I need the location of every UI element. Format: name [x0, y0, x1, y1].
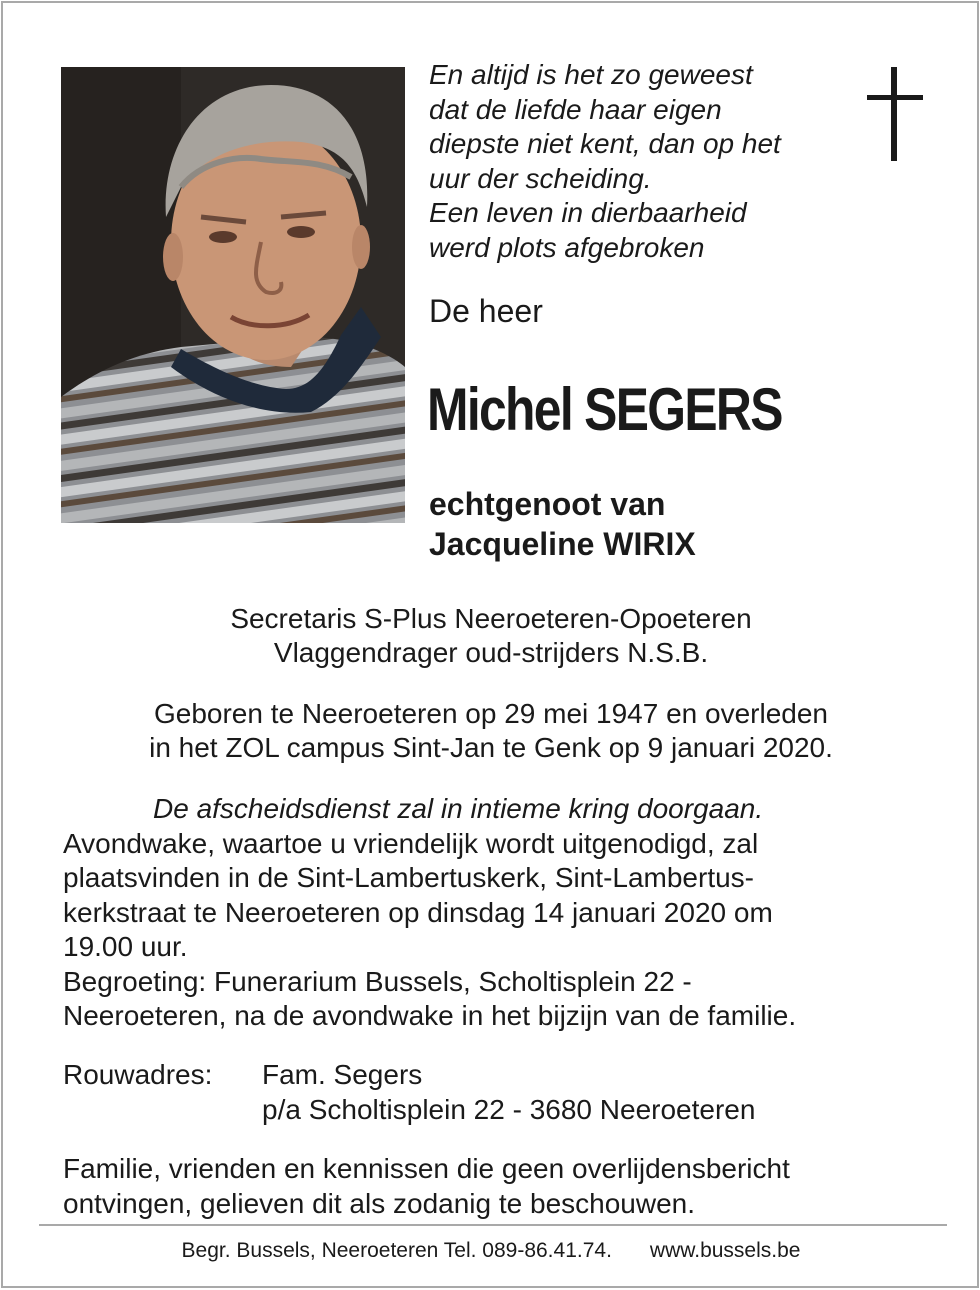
address-line: p/a Scholtisplein 22 - 3680 Neeroeteren	[262, 1094, 756, 1125]
closing-note	[63, 1151, 790, 1221]
ceremony-line: kerkstraat te Neeroeteren op dinsdag 14 januari 2020 om	[63, 896, 773, 928]
roles	[3, 602, 979, 670]
closing-line: Familie, vrienden en kennissen die geen overlijdensbericht	[63, 1153, 790, 1184]
poem-line: uur der scheiding.	[429, 162, 652, 194]
poem-line: Een leven in dierbaarheid	[429, 197, 747, 228]
poem-line: werd plots afgebroken	[429, 231, 705, 263]
deceased-name: Michel SEGERS	[427, 376, 782, 443]
poem-line: En altijd is het zo geweest	[429, 59, 753, 90]
closing-line: ontvingen, gelieven dit als zodanig te beschouwen.	[63, 1188, 695, 1219]
obituary-card	[1, 1, 979, 1288]
spouse-block	[429, 484, 696, 564]
poem-line: diepste niet kent, dan op het	[429, 128, 781, 159]
footer-divider	[39, 1224, 947, 1226]
portrait-illustration	[61, 67, 405, 523]
undertaker-info: Begr. Bussels, Neeroeteren Tel. 089-86.41.74.	[181, 1239, 612, 1262]
salutation: De heer	[429, 293, 543, 329]
role-line: Vlaggendrager oud-strijders N.S.B.	[273, 637, 709, 668]
poem-line: dat de liefde haar eigen	[429, 93, 722, 125]
address-label: Rouwadres:	[63, 1059, 213, 1090]
poem	[429, 58, 859, 265]
footer	[3, 1239, 979, 1263]
spouse-name: Jacqueline WIRIX	[429, 526, 696, 562]
ceremony-line: Neeroeteren, na de avondwake in het bijzijn van de familie.	[63, 1000, 797, 1031]
dates-line: Geboren te Neeroeteren op 29 mei 1947 en overleden	[153, 698, 829, 729]
ceremony-line: 19.00 uur.	[63, 931, 188, 962]
birth-death-dates	[3, 697, 979, 765]
address-line: Fam. Segers	[262, 1059, 423, 1090]
cross-icon	[867, 67, 923, 163]
role-line: Secretaris S-Plus Neeroeteren-Opoeteren	[230, 603, 752, 634]
spouse-relation: echtgenoot van	[429, 486, 666, 522]
website-link[interactable]: www.bussels.be	[649, 1239, 801, 1262]
ceremony-line: Avondwake, waartoe u vriendelijk wordt uitgenodigd, zal	[63, 827, 759, 859]
portrait-photo	[61, 67, 405, 523]
ceremony-line: plaatsvinden in de Sint-Lambertuskerk, Sint-Lambertus-	[63, 862, 755, 893]
address-lines	[262, 1057, 755, 1127]
dates-line: in het ZOL campus Sint-Jan te Genk op 9 januari 2020.	[149, 732, 833, 763]
ceremony-details	[63, 792, 883, 1034]
ceremony-line: Begroeting: Funerarium Bussels, Scholtisplein 22 -	[63, 965, 692, 997]
ceremony-note: De afscheidsdienst zal in intieme kring doorgaan.	[153, 793, 764, 824]
